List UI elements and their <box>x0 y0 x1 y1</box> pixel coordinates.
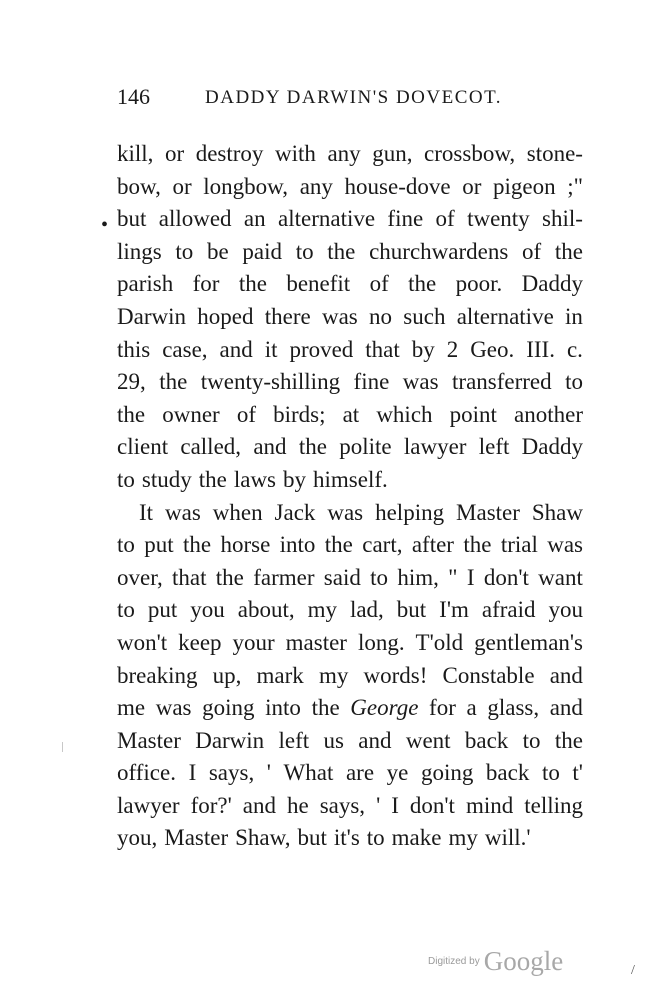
text-line: 29, the twenty-shilling fine was transferred to <box>117 369 583 395</box>
margin-bullet: • <box>101 214 109 236</box>
text-line: client called, and the polite lawyer left Daddy <box>117 434 583 460</box>
page-tick-mark: / <box>631 963 635 978</box>
text-line: me was going into the George for a glass, and <box>117 695 583 721</box>
body-text <box>117 138 583 855</box>
running-title: DADDY DARWIN'S DOVECOT. <box>205 87 503 108</box>
text-line: you, Master Shaw, but it's to make my will.' <box>117 825 531 851</box>
text-line: office. I says, ' What are ye going back to t' <box>117 760 583 786</box>
text-line: lings to be paid to the churchwardens of the <box>117 238 583 264</box>
text-line: It was when Jack was helping Master Shaw <box>139 499 583 525</box>
text-line: to study the laws by himself. <box>117 466 388 492</box>
text-line: to put you about, my lad, but I'm afraid you <box>117 597 583 623</box>
text-line: lawyer for?' and he says, ' I don't mind telling <box>117 792 583 818</box>
page-number: 146 <box>117 84 150 109</box>
digitized-by-text: Digitized by <box>428 956 480 967</box>
digitized-footer <box>428 946 563 977</box>
text-line: kill, or destroy with any gun, crossbow, stone- <box>117 141 583 166</box>
text-line: bow, or longbow, any house-dove or pigeon ;" <box>117 173 583 199</box>
text-line: breaking up, mark my words! Constable and <box>117 662 583 688</box>
text-line: won't keep your master long. T'old gentleman's <box>117 629 583 655</box>
text-line: Master Darwin left us and went back to the <box>117 727 583 753</box>
text-line: to put the horse into the cart, after the trial was <box>117 532 583 558</box>
google-logo: Google <box>483 946 564 976</box>
margin-mark <box>62 742 63 752</box>
text-line: over, that the farmer said to him, " I don't want <box>117 564 583 590</box>
text-line: Darwin hoped there was no such alternative in <box>117 303 583 329</box>
text-line: parish for the benefit of the poor. Daddy <box>117 271 583 297</box>
text-line: the owner of birds; at which point another <box>117 401 583 427</box>
text-line: this case, and it proved that by 2 Geo. III. c. <box>117 336 583 362</box>
text-line: but allowed an alternative fine of twenty shil- <box>117 206 583 232</box>
